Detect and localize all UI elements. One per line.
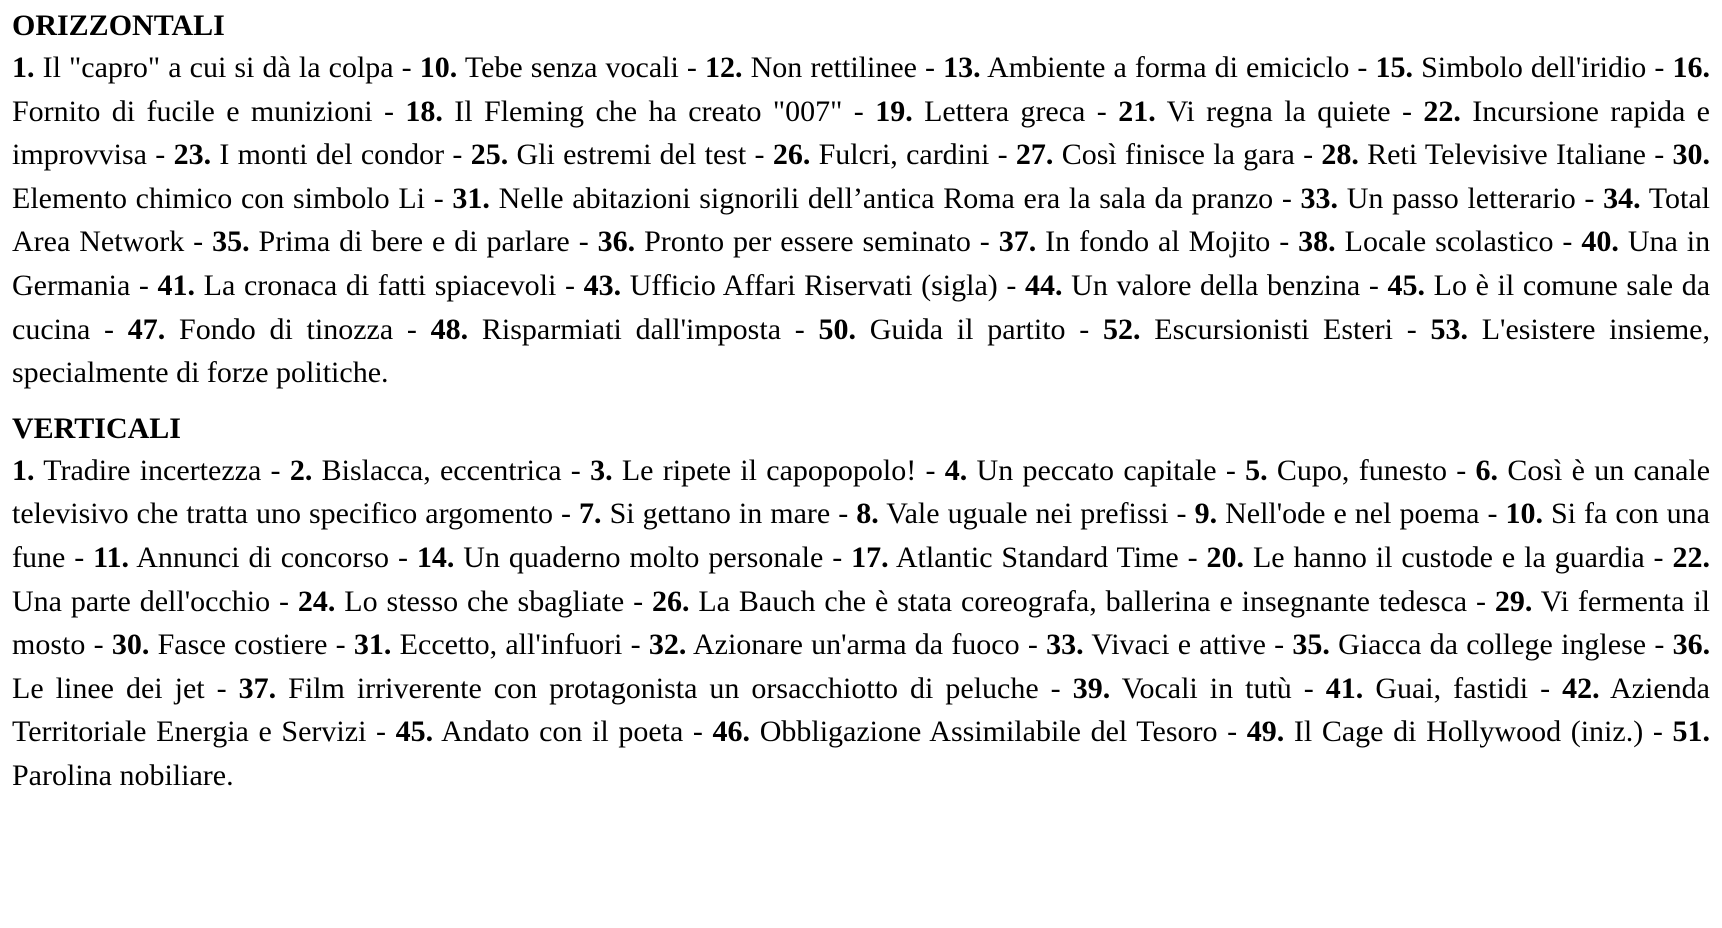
clue-item (579, 497, 830, 530)
clue-text: Giacca da college inglese (1338, 628, 1647, 662)
clue-item (1292, 628, 1646, 661)
clue-text: Si fa con una fune (12, 497, 1711, 574)
clue-text: Lo è il comune sale da cucina (12, 268, 1711, 346)
clue-text: Vocali in tutù (1121, 671, 1292, 705)
clue-item (649, 628, 1020, 661)
clue-item (12, 454, 261, 487)
clue-text: Locale scolastico (1344, 225, 1554, 259)
clue-number: 16. (1672, 51, 1710, 84)
clue-number: 39. (1072, 671, 1111, 705)
clue-number: 43. (583, 268, 622, 302)
clue-number: 33. (1300, 181, 1339, 215)
clue-number: 38. (1298, 225, 1336, 259)
clue-number: 2. (289, 453, 313, 487)
clue-text: La Bauch che è stata coreografa, ballerina e insegnante tedesca (698, 584, 1468, 618)
clue-text: Azionare un'arma da fuoco (692, 628, 1020, 662)
clue-item (1326, 672, 1528, 705)
clue-item (396, 715, 684, 748)
down-clue-list: 1. Tradire incertezza - 2. Bislacca, eccentrica - 3. Le ripete il capopopolo! - 4. Un peccato capitale - 5. Cupo, funesto - 6. Così è un canale televisivo che tratta uno specifico argomento - 7. Si gettano in mare - 8. Vale uguale nei prefissi - 9. Nell'ode e nel poema - 10. Si fa con una fune - 11. Annunci di concorso - 14. Un quaderno molto personale - 17. Atlantic Standard Time - 20. Le hanno il custode e la guardia - 22. Una parte dell'occhio - 24. Lo stesso che sbagliate - 26. La Bauch che è stata coreografa, ballerina e insegnante tedesca - 29. Vi fermenta il mosto - 30. Fasce costiere - 31. Eccetto, all'infuori - 32. Azionare un'arma da fuoco - 33. Vivaci e attive - 35. Giacca da college inglese - 36. Le linee dei jet - 37. Film irriverente con protagonista un orsacchiotto di peluche - 39. Vocali in tutù - 41. Guai, fastidi - 42. Azienda Territoriale Energia e Servizi - 45. Andato con il poeta - 46. Obbligazione Assimilabile del Tesoro - 49. Il Cage di Hollywood (iniz.) - 51. Parolina nobiliare. (12, 453, 1711, 792)
clue-item (1046, 628, 1266, 661)
clue-item (1321, 138, 1646, 171)
clue-text: Lettera greca (924, 94, 1086, 128)
clue-item (174, 138, 445, 171)
clue-number: 24. (297, 584, 336, 618)
clue-text: Così finisce la gara (1061, 138, 1295, 172)
clue-number: 10. (419, 51, 458, 84)
clue-item (471, 138, 747, 171)
clue-item (999, 225, 1271, 258)
clue-number: 36. (1672, 628, 1711, 662)
clue-item (590, 454, 916, 487)
clue-number: 44. (1025, 268, 1063, 302)
clue-number: 7. (579, 497, 602, 531)
clue-text: Un valore della benzina (1071, 268, 1361, 302)
clue-text: Vivaci e attive (1091, 628, 1266, 662)
clue-number: 42. (1562, 671, 1600, 705)
down-heading: VERTICALI (12, 411, 181, 445)
clue-text: Vi regna la quiete (1166, 94, 1391, 128)
clue-item (290, 454, 562, 487)
clue-text: Le linee dei jet (12, 671, 205, 705)
clue-item (652, 585, 1467, 618)
clue-item (12, 51, 394, 84)
clue-text: Azienda Territoriale Energia e Servizi (12, 671, 1710, 749)
clue-text: Andato con il poeta (441, 715, 684, 749)
clue-number: 15. (1375, 51, 1414, 84)
clue-item (354, 628, 622, 661)
clue-text: Un quaderno molto personale (463, 540, 824, 574)
clue-number: 48. (430, 312, 469, 346)
clue-number: 30. (1672, 138, 1711, 172)
clue-text: La cronaca di fatti spiacevoli (203, 268, 557, 302)
clue-text: Il Cage di Hollywood (iniz.) (1293, 715, 1644, 749)
clue-text: Obbligazione Assimilabile del Tesoro (759, 715, 1218, 749)
clue-text: Lo stesso che sbagliate (344, 584, 625, 618)
clue-number: 6. (1475, 453, 1499, 487)
clue-number: 51. (1672, 715, 1710, 749)
clue-number: 1. (12, 51, 35, 84)
clue-item (128, 313, 393, 346)
clue-number: 35. (1292, 628, 1330, 662)
clue-text: Risparmiati dall'imposta (481, 312, 782, 346)
clue-text: Annunci di concorso (136, 540, 390, 574)
clue-item (584, 269, 998, 302)
clue-text: Film irriverente con protagonista un orsacchiotto di peluche (288, 671, 1039, 705)
clue-item (1245, 454, 1447, 487)
clue-number: 13. (943, 51, 981, 84)
clue-text: Ambiente a forma di emiciclo (987, 51, 1350, 84)
clue-text: Fornito di fucile e munizioni (12, 94, 373, 128)
clue-number: 30. (111, 628, 150, 662)
clue-text: Il "capro" a cui si dà la colpa (42, 51, 394, 84)
clue-text: Le hanno il custode e la guardia (1252, 540, 1645, 574)
clue-number: 20. (1206, 540, 1245, 574)
clue-number: 26. (651, 584, 690, 618)
clue-item (239, 672, 1039, 705)
clue-number: 29. (1494, 584, 1533, 618)
clue-number: 45. (1387, 268, 1425, 302)
clue-number: 31. (353, 628, 392, 662)
clue-item (705, 51, 917, 84)
clue-item (1103, 313, 1393, 346)
clue-number: 1. (12, 453, 35, 487)
clue-text: Guai, fastidi (1375, 671, 1529, 705)
clue-text: Elemento chimico con simbolo Li (12, 181, 426, 215)
clue-text: Parolina nobiliare. (12, 758, 234, 792)
clue-text: Nelle abitazioni signorili dell’antica Roma era la sala da pranzo (498, 181, 1274, 215)
clue-number: 19. (875, 94, 913, 128)
clue-item (945, 454, 1217, 487)
clue-number: 22. (1672, 540, 1710, 574)
clue-text: Incursione rapida e improvvisa (12, 94, 1710, 172)
clue-number: 14. (416, 540, 455, 574)
clue-text: Vi fermenta il mosto (12, 584, 1711, 662)
clue-item (713, 715, 1218, 748)
clue-text: Si gettano in mare (609, 497, 831, 531)
clue-item (431, 313, 781, 346)
clue-item (851, 541, 1179, 574)
clue-number: 53. (1430, 312, 1468, 346)
clue-item (1298, 225, 1553, 258)
clue-item (405, 95, 842, 128)
clue-number: 10. (1505, 497, 1543, 531)
clue-number: 46. (712, 715, 751, 749)
clue-number: 5. (1245, 453, 1268, 487)
clue-item (452, 182, 1273, 215)
clue-number: 47. (127, 312, 166, 346)
clue-number: 28. (1321, 138, 1359, 172)
clue-number: 12. (705, 51, 743, 84)
clue-item (1247, 715, 1643, 748)
clue-text: Gli estremi del test (516, 138, 747, 172)
clue-item (598, 225, 971, 258)
clue-text: Una parte dell'occhio (12, 584, 271, 618)
clue-text: Total Area Network (12, 181, 1710, 259)
clue-number: 50. (818, 312, 856, 346)
clue-item (93, 541, 389, 574)
clue-text: Escursionisti Esteri (1154, 312, 1393, 346)
clue-text: Reti Televisive Italiane (1367, 138, 1646, 172)
clue-item (1016, 138, 1295, 171)
clue-number: 32. (648, 628, 687, 662)
clue-number: 8. (856, 497, 879, 531)
clue-item (112, 628, 328, 661)
clue-text: In fondo al Mojito (1045, 225, 1271, 259)
clue-text: Pronto per essere seminato (644, 225, 971, 259)
clue-text: Il Fleming che ha creato "007" (454, 94, 843, 128)
clue-number: 18. (405, 94, 443, 128)
clue-text: Un passo letterario (1346, 181, 1576, 215)
clue-number: 41. (1325, 671, 1364, 705)
clue-number: 11. (93, 540, 129, 574)
clue-item (420, 51, 679, 84)
clue-item (856, 497, 1168, 530)
clue-text: Eccetto, all'infuori (399, 628, 623, 662)
clue-number: 37. (998, 225, 1037, 259)
clue-number: 40. (1581, 225, 1619, 259)
clue-number: 21. (1118, 94, 1156, 128)
clue-number: 26. (772, 138, 811, 172)
clue-text: Fondo di tinozza (179, 312, 394, 346)
clue-item (417, 541, 823, 574)
across-heading: ORIZZONTALI (12, 9, 225, 42)
across-clue-list: 1. Il "capro" a cui si dà la colpa - 10. Tebe senza vocali - 12. Non rettilinee - 13. Ambiente a forma di emiciclo - 15. Simbolo dell'iridio - 16. Fornito di fucile e munizioni - 18. Il Fleming che ha creato "007" - 19. Lettera greca - 21. Vi regna la quiete - 22. Incursione rapida e improvvisa - 23. I monti del condor - 25. Gli estremi del test - 26. Fulcri, cardini - 27. Così finisce la gara - 28. Reti Televisive Italiane - 30. Elemento chimico con simbolo Li - 31. Nelle abitazioni signorili dell’antica Roma era la sala da pranzo - 33. Un passo letterario - 34. Total Area Network - 35. Prima di bere e di parlare - 36. Pronto per essere seminato - 37. In fondo al Mojito - 38. Locale scolastico - 40. Una in Germania - 41. La cronaca di fatti spiacevoli - 43. Ufficio Affari Riservati (sigla) - 44. Un valore della benzina - 45. Lo è il comune sale da cucina - 47. Fondo di tinozza - 48. Risparmiati dall'imposta - 50. Guida il partito - 52. Escursionisti Esteri - 53. L'esistere insieme, specialmente di forze politiche. (12, 51, 1711, 390)
clue-item (819, 313, 1066, 346)
clue-text: Bislacca, eccentrica (321, 453, 562, 487)
clue-item (1207, 541, 1645, 574)
clue-item (1301, 182, 1576, 215)
clue-text: Tebe senza vocali (464, 51, 679, 84)
clue-text: Cupo, funesto (1276, 453, 1448, 487)
clue-number: 37. (238, 671, 277, 705)
clue-number: 3. (590, 453, 613, 487)
clue-text: Un peccato capitale (976, 453, 1217, 487)
clue-text: L'esistere insieme, specialmente di forze politiche. (12, 312, 1710, 390)
clue-item (773, 138, 990, 171)
clue-number: 9. (1194, 497, 1218, 531)
clue-text: Fulcri, cardini (818, 138, 990, 172)
clue-text: Vale uguale nei prefissi (886, 497, 1169, 531)
clue-number: 17. (851, 540, 889, 574)
clue-text: Tradire incertezza (43, 453, 262, 487)
clue-text: Nell'ode e nel poema (1225, 497, 1480, 531)
clue-number: 31. (452, 181, 490, 215)
clue-text: Prima di bere e di parlare (258, 225, 570, 259)
clue-number: 22. (1423, 94, 1461, 128)
clue-number: 35. (212, 225, 250, 259)
clue-number: 27. (1015, 138, 1054, 172)
clue-item (1118, 95, 1390, 128)
clue-text: Una in Germania (12, 225, 1711, 302)
clue-number: 34. (1603, 181, 1641, 215)
clue-text: Così è un canale televisivo che tratta uno specifico argomento (12, 453, 1711, 531)
clue-item (158, 269, 557, 302)
clue-item (1376, 51, 1647, 84)
clue-text: I monti del condor (219, 138, 445, 172)
clue-item (943, 51, 1349, 84)
clue-number: 45. (395, 715, 434, 749)
clue-number: 4. (944, 453, 968, 487)
clue-number: 41. (157, 268, 196, 302)
clue-item (298, 585, 624, 618)
clue-text: Ufficio Affari Riservati (sigla) (629, 268, 998, 302)
clue-text: Atlantic Standard Time (895, 540, 1179, 574)
clue-item (875, 95, 1085, 128)
clue-text: Guida il partito (869, 312, 1066, 346)
clue-number: 49. (1246, 715, 1285, 749)
clue-text: Simbolo dell'iridio (1421, 51, 1647, 84)
clue-number: 23. (173, 138, 212, 172)
clue-number: 25. (470, 138, 509, 172)
clue-item (1073, 672, 1292, 705)
clue-item (212, 225, 570, 258)
clue-item (1195, 497, 1480, 530)
clue-number: 36. (597, 225, 636, 259)
clue-number: 33. (1046, 628, 1084, 662)
clue-text: Non rettilinee (750, 51, 917, 84)
clue-text: Le ripete il capopopolo! (621, 453, 917, 487)
clue-item (1025, 269, 1360, 302)
clue-number: 52. (1103, 312, 1141, 346)
clue-text: Fasce costiere (157, 628, 328, 662)
